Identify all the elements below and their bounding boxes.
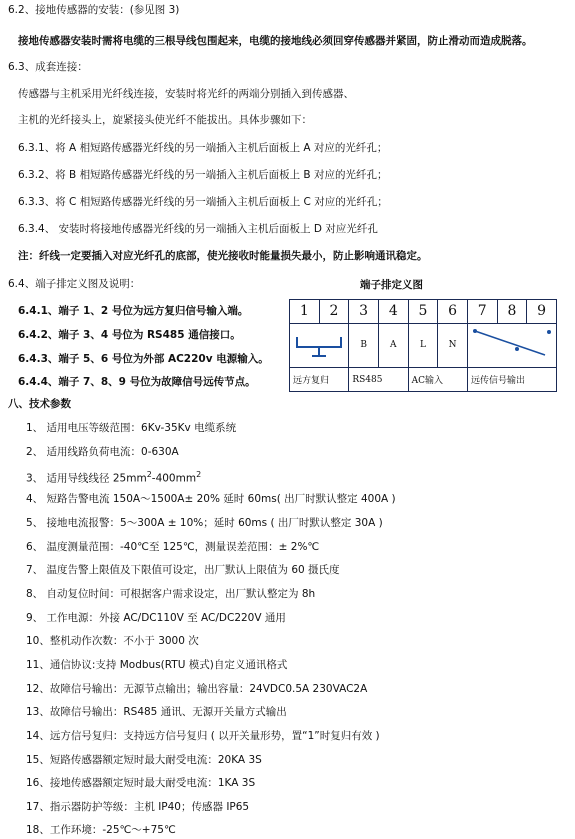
terminal-number-9: 9 — [527, 300, 557, 324]
terminal-number-7: 7 — [467, 300, 497, 324]
relay-contact-icon — [469, 325, 555, 363]
terminal-label-ac-input: AC输入 — [408, 368, 467, 392]
terminal-number-2: 2 — [319, 300, 349, 324]
spec-item-8: 8、 自动复位时间：可根据客户需求设定，出厂默认整定为 8h — [26, 588, 316, 600]
spec-item-1: 1、 适用电压等级范围：6Kv-35Kv 电缆系统 — [26, 422, 237, 434]
spec-item-12: 12、故障信号输出：无源节点输出；输出容量：24VDC0.5A 230VAC2A — [26, 683, 368, 695]
terminal-letter-b: B — [349, 323, 379, 368]
push-button-switch-icon — [291, 327, 347, 361]
text-line-s631: 6.3.1、将 A 相短路传感器光纤线的另一端插入主机后面板上 A 对应的光纤孔； — [18, 142, 388, 154]
reset-switch-symbol — [290, 323, 349, 368]
spec-item-13: 13、故障信号输出：RS485 通讯、无源开关量方式输出 — [26, 706, 287, 718]
terminal-label-remote-signal-output: 远传信号输出 — [467, 368, 556, 392]
text-line-note: 注：纤线一定要插入对应光纤孔的底部，使光接收时能量损失最小，防止影响通讯稳定。 — [18, 250, 428, 262]
text-line-s64-heading: 6.4、端子排定义图及说明： — [8, 278, 141, 290]
terminal-letter-n: N — [438, 323, 468, 368]
text-line-s643: 6.4.3、端子 5、6 号位为外部 AC220v 电源输入。 — [18, 353, 269, 365]
relay-contact-symbol — [467, 323, 556, 368]
text-line-s644: 6.4.4、端子 7、8、9 号位为故障信号远传节点。 — [18, 376, 256, 388]
text-line-s63-heading: 6.3、成套连接： — [8, 61, 88, 73]
spec-item-11: 11、通信协议:支持 Modbus(RTU 模式)自定义通讯格式 — [26, 659, 288, 671]
spec-item-18: 18、工作环境：-25℃～+75℃ — [26, 824, 176, 836]
spec-item-16: 16、接地传感器额定短时最大耐受电流：1KA 3S — [26, 777, 256, 789]
text-line-s641: 6.4.1、端子 1、2 号位为远方复归信号输入端。 — [18, 305, 249, 317]
text-line-s62-body: 接地传感器安装时需将电缆的三根导线包围起来，电缆的接地线必须回穿传感器并紧固，防止滑动而造成脱落。 — [18, 35, 533, 47]
terminal-diagram-title: 端子排定义图 — [360, 279, 423, 291]
text-line-s634: 6.3.4、 安装时将接地传感器光纤线的另一端插入主机后面板上 D 对应光纤孔 — [18, 223, 378, 235]
terminal-label-rs485: RS485 — [349, 368, 408, 392]
text-line-s63-body-1: 传感器与主机采用光纤线连接，安装时将光纤的两端分别插入到传感器、 — [18, 88, 354, 100]
spec-item-17: 17、指示器防护等级：主机 IP40；传感器 IP65 — [26, 801, 250, 813]
spec-item-10: 10、整机动作次数：不小于 3000 次 — [26, 635, 199, 647]
terminal-number-5: 5 — [408, 300, 438, 324]
spec-item-9: 9、 工作电源：外接 AC/DC110V 至 AC/DC220V 通用 — [26, 612, 286, 624]
text-line-s633: 6.3.3、将 C 相短路传感器光纤线的另一端插入主机后面板上 C 对应的光纤孔； — [18, 196, 388, 208]
terminal-block-diagram — [289, 299, 557, 392]
spec-item-15: 15、短路传感器额定短时最大耐受电流：20KA 3S — [26, 754, 262, 766]
text-line-s62-heading: 6.2、接地传感器的安装：(参见图 3) — [8, 4, 180, 16]
spec-item-6: 6、 温度测量范围：-40℃至 125℃，测量误差范围：± 2%℃ — [26, 541, 320, 553]
terminal-letter-l: L — [408, 323, 438, 368]
terminal-number-8: 8 — [497, 300, 527, 324]
terminal-number-4: 4 — [378, 300, 408, 324]
terminal-number-3: 3 — [349, 300, 379, 324]
terminal-number-6: 6 — [438, 300, 468, 324]
spec-item-5: 5、 接地电流报警：5～300A ± 10%；延时 60ms ( 出厂时默认整定 30A ) — [26, 517, 383, 529]
text-line-s63-body-2: 主机的光纤接头上，旋紧接头使光纤不能拔出。具体步骤如下： — [18, 114, 312, 126]
terminal-letter-a: A — [378, 323, 408, 368]
spec-item-14: 14、远方信号复归：支持远方信号复归 ( 以开关量形势，置“1”时复归有效 ) — [26, 730, 380, 742]
text-line-s632: 6.3.2、将 B 相短路传感器光纤线的另一端插入主机后面板上 B 对应的光纤孔； — [18, 169, 388, 181]
text-line-s8-heading: 八、技术参数 — [8, 398, 71, 410]
spec-item-3: 3、 适用导线线径 $25mm^2-400mm^2$ — [26, 470, 202, 485]
spec-item-4: 4、 短路告警电流 150A～1500A± 20% 延时 60ms( 出厂时默认整定 400A ) — [26, 493, 396, 505]
terminal-label-remote-reset: 远方复归 — [290, 368, 349, 392]
text-line-s642: 6.4.2、端子 3、4 号位为 RS485 通信接口。 — [18, 329, 241, 341]
terminal-number-1: 1 — [290, 300, 320, 324]
spec-item-2: 2、 适用线路负荷电流：0-630A — [26, 446, 179, 458]
spec-item-7: 7、 温度告警上限值及下限值可设定，出厂默认上限值为 60 摄氏度 — [26, 564, 340, 576]
